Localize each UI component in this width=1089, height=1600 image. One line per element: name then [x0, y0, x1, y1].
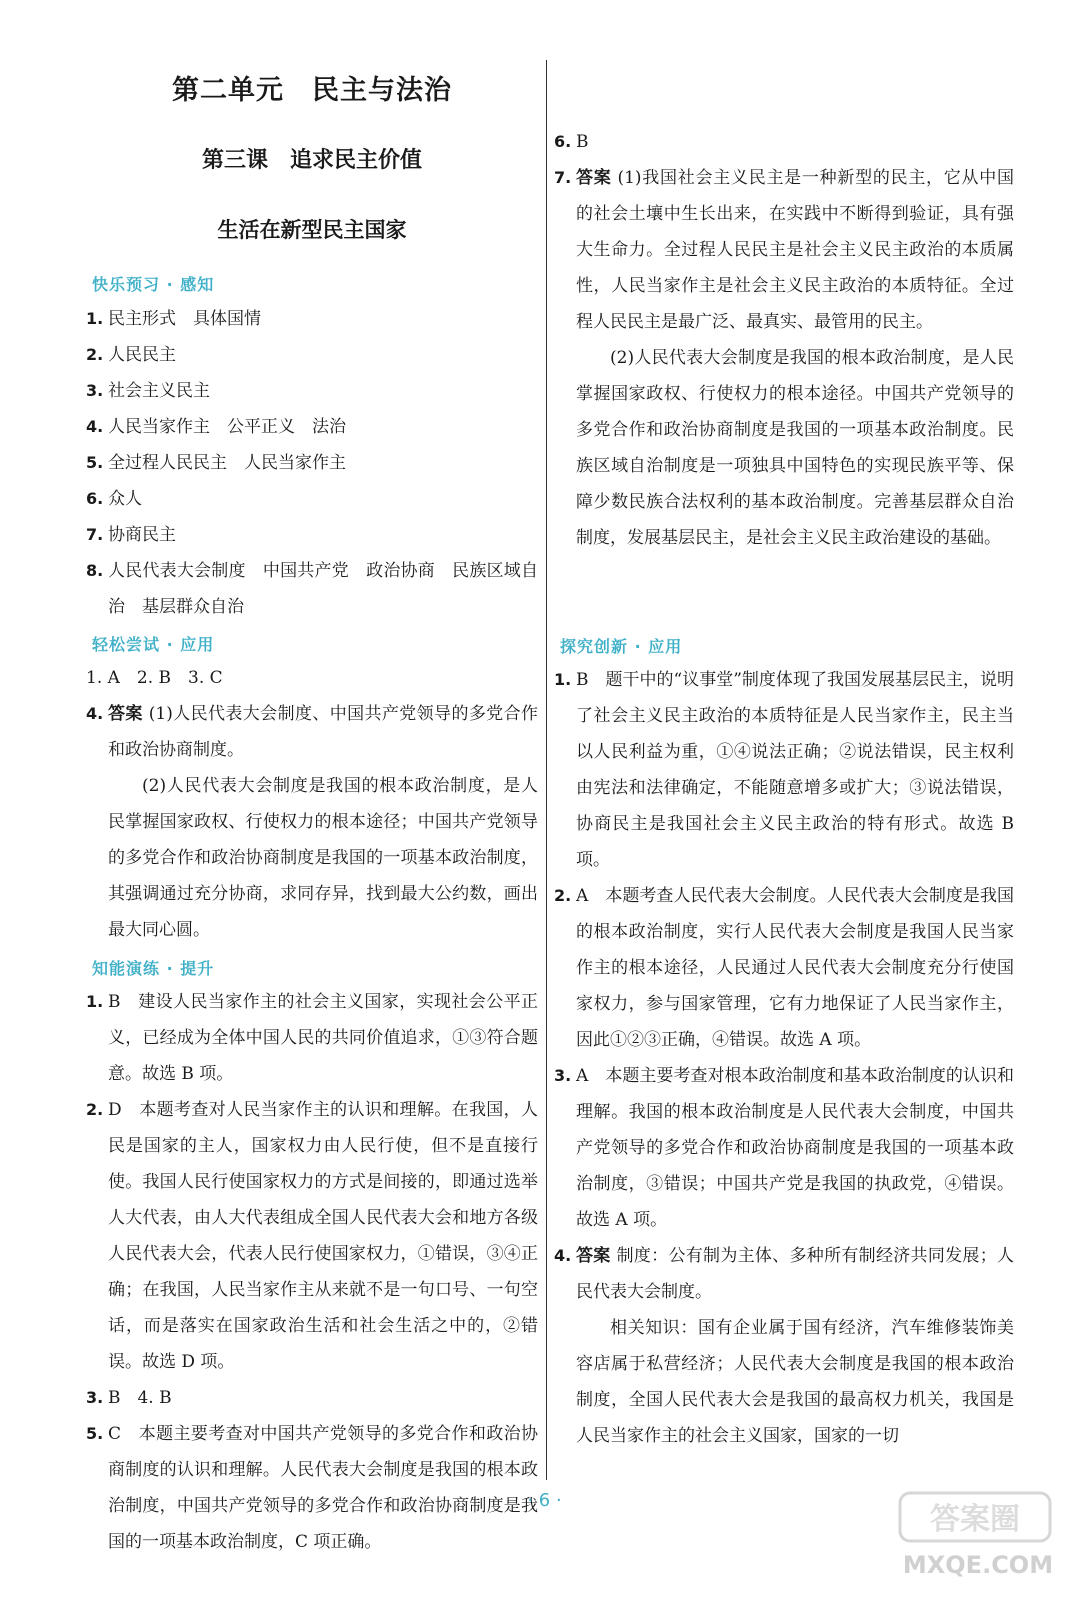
- section-explore-heading: 探究创新 · 应用: [560, 637, 683, 656]
- list-item: 3. 社会主义民主: [86, 381, 210, 401]
- preview-list: [86, 301, 538, 625]
- list-item: 2. 人民民主: [86, 345, 176, 365]
- list-item: 4. 答案 (1)人民代表大会制度、中国共产党领导的多党合作和政治协商制度。 (2)人民代表大会制度是我国的根本政治制度，是人民掌握国家政权、行使权力的根本途径；中国共产党领导的多党合作和政治协商制度是我国的一项基本政治制度，其强调通过充分协商，求同存异，找到最大公约数，画出最大同心圆。: [86, 704, 538, 940]
- list-item: 3. A 本题主要考查对根本政治制度和基本政治制度的认识和理解。我国的根本政治制度是人民代表大会制度，中国共产党领导的多党合作和政治协商制度是我国的一项基本政治制度，③错误；中国共产党是我国的执政党，④错误。故选 A 项。: [554, 1066, 1014, 1230]
- list-item: 4. 答案 制度：公有制为主体、多种所有制经济共同发展；人民代表大会制度。 相关知识：国有企业属于国有经济，汽车维修装饰美容店属于私营经济；人民代表大会制度是我国的根本政治制度，全国人民代表大会是我国的最高权力机关，我国是人民当家作主的社会主义国家，国家的一切: [554, 1246, 1015, 1446]
- list-item: 3. B 4. B: [86, 1388, 172, 1408]
- list-item: 1. B 建设人民当家作主的社会主义国家，实现社会公平正义，已经成为全体中国人民的共同价值追求，①③符合题意。故选 B 项。: [86, 992, 538, 1084]
- list-item: 1. 民主形式 具体国情: [86, 309, 261, 329]
- list-item: 1. B 题干中的“议事堂”制度体现了我国发展基层民主，说明了社会主义民主政治的本质特征是人民当家作主，民主当以人民利益为重，①④说法正确；②说法错误，民主权利由宪法和法律确定，不能随意增多或扩大；③说法错误，协商民主是我国社会主义民主政治的特有形式。故选 B 项。: [554, 670, 1014, 870]
- list-item: 5. 全过程人民民主 人民当家作主: [86, 453, 346, 473]
- section-practice-heading: 知能演练 · 提升: [92, 959, 215, 978]
- unit-title: 第二单元 民主与法治: [172, 75, 452, 106]
- svg-text:答案圈: 答案圈: [930, 1502, 1020, 1537]
- try-list: [86, 660, 538, 948]
- list-item: 8. 人民代表大会制度 中国共产党 政治协商 民族区域自治 基层群众自治: [86, 561, 538, 617]
- section-try-heading: 轻松尝试 · 应用: [92, 635, 215, 654]
- list-item: 2. D 本题考查对人民当家作主的认识和理解。在我国，人民是国家的主人，国家权力由人民行使，但不是直接行使。我国人民行使国家权力的方式是间接的，即通过选举人大代表，由人大代表组成全国人民代表大会和地方各级人民代表大会，代表人民行使国家权力，①错误，③④正确；在我国，人民当家作主从来就不是一句口号、一句空话，而是落实在国家政治生活和社会生活之中的，②错误。故选 D 项。: [86, 1100, 538, 1372]
- column-divider: [546, 60, 547, 1480]
- list-item: 6. B: [554, 132, 589, 152]
- list-item: 2. A 本题考查人民代表大会制度。人民代表大会制度是我国的根本政治制度，实行人民代表大会制度是我国人民当家作主的根本途径，人民通过人民代表大会制度充分行使国家权力，参与国家管理，它有力地保证了人民当家作主，因此①②③正确，④错误。故选 A 项。: [554, 886, 1014, 1050]
- list-item: 7. 协商民主: [86, 525, 176, 545]
- explore-list: [554, 662, 1014, 1454]
- list-item: 7. 答案 (1)我国社会主义民主是一种新型的民主，它从中国的社会土壤中生长出来，在实践中不断得到验证，具有强大生命力。全过程人民民主是社会主义民主政治的本质属性，人民当家作主是社会主义民主政治的本质特征。全过程人民民主是最广泛、最真实、最管用的民主。 (2)人民代表大会制度是我国的根本政治制度，是人民掌握国家政权、行使权力的根本途径。中国共产党领导的多党合作和政治协商制度是我国的一项基本政治制度。民族区域自治制度是一项独具中国特色的实现民族平等、保障少数民族合法权利的基本政治制度。完善基层群众自治制度，发展基层民主，是社会主义民主政治建设的基础。: [554, 168, 1015, 548]
- list-item: 1. A 2. B 3. C: [86, 668, 223, 688]
- list-item: 6. 众人: [86, 489, 142, 509]
- page-number: · 6 ·: [527, 1490, 562, 1511]
- watermark-logo: [898, 1485, 1068, 1585]
- lesson-title: 第三课 追求民主价值: [201, 148, 422, 173]
- topic-title: 生活在新型民主国家: [217, 218, 407, 242]
- list-item: 4. 人民当家作主 公平正义 法治: [86, 417, 346, 437]
- section-preview-heading: 快乐预习 · 感知: [92, 275, 215, 294]
- list-item: 5. C 本题主要考查对中国共产党领导的多党合作和政治协商制度的认识和理解。人民代表大会制度是我国的根本政治制度，中国共产党领导的多党合作和政治协商制度是我国的一项基本政治制度，C 项正确。: [86, 1424, 538, 1552]
- svg-text:MXQE.COM: MXQE.COM: [902, 1551, 1054, 1579]
- practice-list: [86, 984, 538, 1560]
- practice-list-continued: [554, 124, 1014, 556]
